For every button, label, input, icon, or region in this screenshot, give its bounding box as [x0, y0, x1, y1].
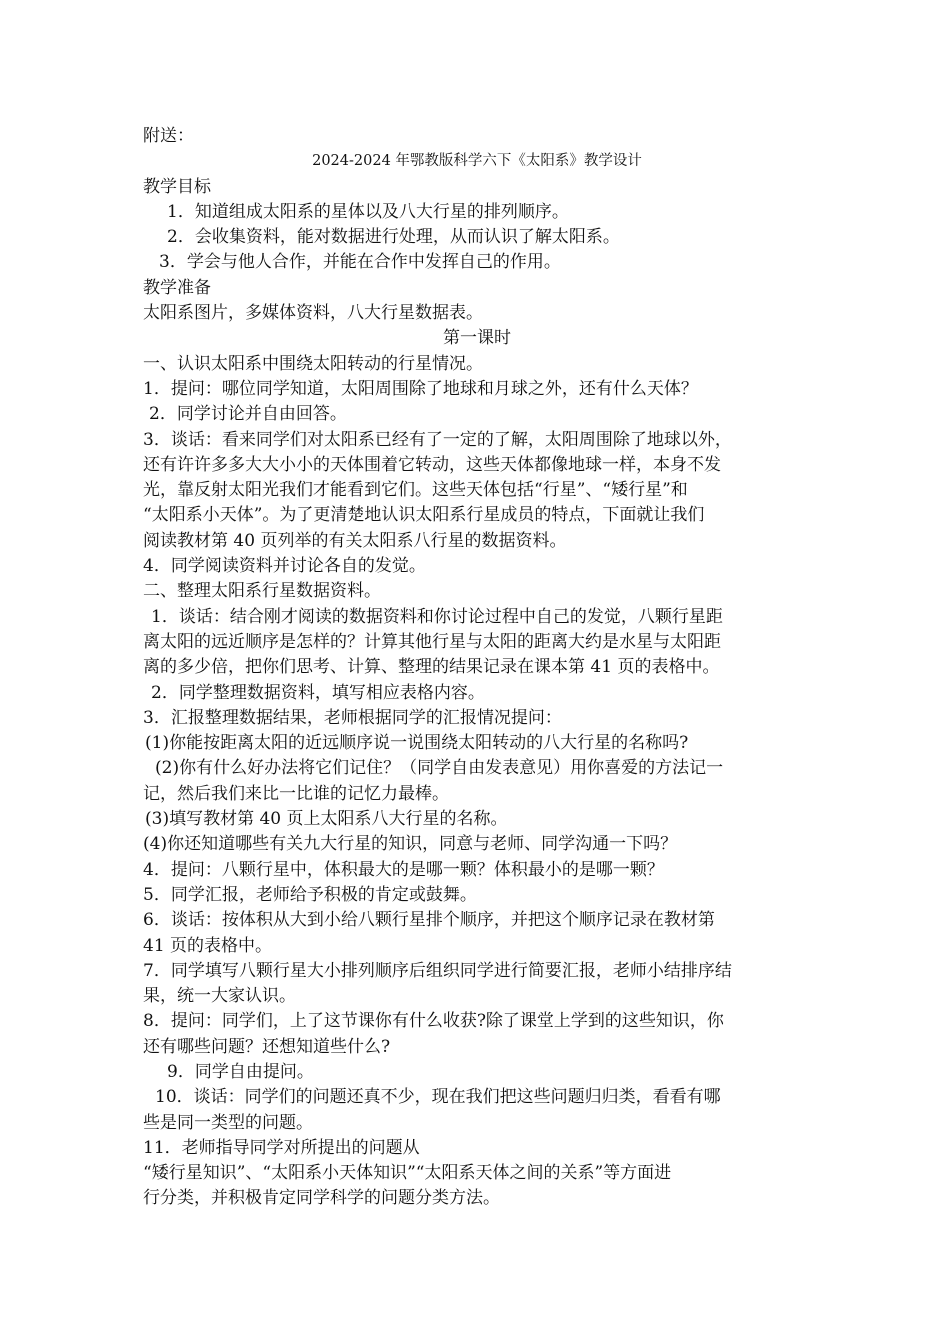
- paragraph-line: 果，统一大家认识。: [143, 986, 296, 1007]
- document-title: 2024-2024 年鄂教版科学六下《太阳系》教学设计: [312, 153, 642, 170]
- paragraph-line: (4)你还知道哪些有关九大行星的知识，同意与老师、同学沟通一下吗？: [143, 834, 678, 855]
- objective-item: 2．会收集资料，能对数据进行处理，从而认识了解太阳系。: [167, 227, 620, 248]
- paragraph-line: 11．老师指导同学对所提出的问题从: [143, 1137, 420, 1158]
- paragraph-line: 1．提问：哪位同学知道，太阳周围除了地球和月球之外，还有什么天体？: [143, 378, 698, 399]
- paragraph-line: 3．汇报整理数据结果，老师根据同学的汇报情况提问：: [143, 707, 562, 728]
- paragraph-line: 5．同学汇报，老师给予积极的肯定或鼓舞。: [143, 884, 477, 905]
- paragraph-line: 些是同一类型的问题。: [143, 1112, 313, 1133]
- paragraph-line: 1．谈话：结合刚才阅读的数据资料和你讨论过程中自己的发觉，八颗行星距: [151, 606, 723, 627]
- preparation-text: 太阳系图片，多媒体资料，八大行星数据表。: [143, 303, 483, 324]
- document-body: [143, 124, 811, 1212]
- paragraph-line: “太阳系小天体”。为了更清楚地认识太阳系行星成员的特点，下面就让我们: [143, 505, 705, 526]
- paragraph-line: 4．提问：八颗行星中，体积最大的是哪一颗？体积最小的是哪一颗？: [143, 859, 664, 880]
- paragraph-line: 记，然后我们来比一比谁的记忆力最棒。: [143, 783, 449, 804]
- paragraph-line: 4．同学阅读资料并讨论各自的发觉。: [143, 556, 426, 577]
- paragraph-line: 阅读教材第 40 页列举的有关太阳系八行星的数据资料。: [143, 530, 567, 551]
- paragraph-line: 9．同学自由提问。: [167, 1061, 314, 1082]
- paragraph-line: 2．同学整理数据资料，填写相应表格内容。: [151, 682, 485, 703]
- section-heading: 二、整理太阳系行星数据资料。: [143, 581, 381, 602]
- paragraph-line: 6．谈话：按体积从大到小给八颗行星排个顺序，并把这个顺序记录在教材第: [143, 910, 715, 931]
- objective-item: 3．学会与他人合作，并能在合作中发挥自己的作用。: [159, 252, 561, 273]
- paragraph-line: 还有哪些问题？还想知道些什么?: [143, 1036, 391, 1057]
- paragraph-line: 离太阳的远近顺序是怎样的？计算其他行星与太阳的距离大约是水星与太阳距: [143, 631, 721, 652]
- paragraph-line: 2．同学讨论并自由回答。: [149, 404, 347, 425]
- paragraph-line: 还有许许多多大大小小的天体围着它转动，这些天体都像地球一样，本身不发: [143, 454, 721, 475]
- objectives-heading: 教学目标: [143, 176, 211, 197]
- paragraph-line: “矮行星知识”、“太阳系小天体知识”“太阳系天体之间的关系”等方面进: [143, 1163, 672, 1184]
- paragraph-line: (2)你有什么好办法将它们记住？（同学自由发表意见）用你喜爱的方法记一: [155, 758, 724, 779]
- paragraph-line: (3)填写教材第 40 页上太阳系八大行星的名称。: [145, 809, 508, 830]
- paragraph-line: 行分类，并积极肯定同学科学的问题分类方法。: [143, 1188, 500, 1209]
- paragraph-line: 光，靠反射太阳光我们才能看到它们。这些天体包括“行星”、“矮行星”和: [143, 480, 688, 501]
- paragraph-line: 离的多少倍，把你们思考、计算、整理的结果记录在课本第 41 页的表格中。: [143, 657, 720, 678]
- paragraph-line: 3．谈话：看来同学们对太阳系已经有了一定的了解，太阳周围除了地球以外，: [143, 429, 732, 450]
- paragraph-line: 8．提问：同学们，上了这节课你有什么收获?除了课堂上学到的这些知识，你: [143, 1011, 724, 1032]
- section-heading: 一、认识太阳系中围绕太阳转动的行星情况。: [143, 353, 483, 374]
- paragraph-line: 10．谈话：同学们的问题还真不少，现在我们把这些问题归归类，看看有哪: [155, 1087, 721, 1108]
- paragraph-line: 41 页的表格中。: [143, 935, 273, 956]
- attachment-label: 附送：: [143, 126, 194, 146]
- paragraph-line: 7．同学填写八颗行星大小排列顺序后组织同学进行简要汇报，老师小结排序结: [143, 960, 732, 981]
- paragraph-line: (1)你能按距离太阳的近远顺序说一说围绕太阳转动的八大行星的名称吗?: [145, 733, 689, 754]
- objective-item: 1．知道组成太阳系的星体以及八大行星的排列顺序。: [167, 201, 569, 222]
- preparation-heading: 教学准备: [143, 277, 211, 298]
- lesson-title: 第一课时: [443, 328, 511, 349]
